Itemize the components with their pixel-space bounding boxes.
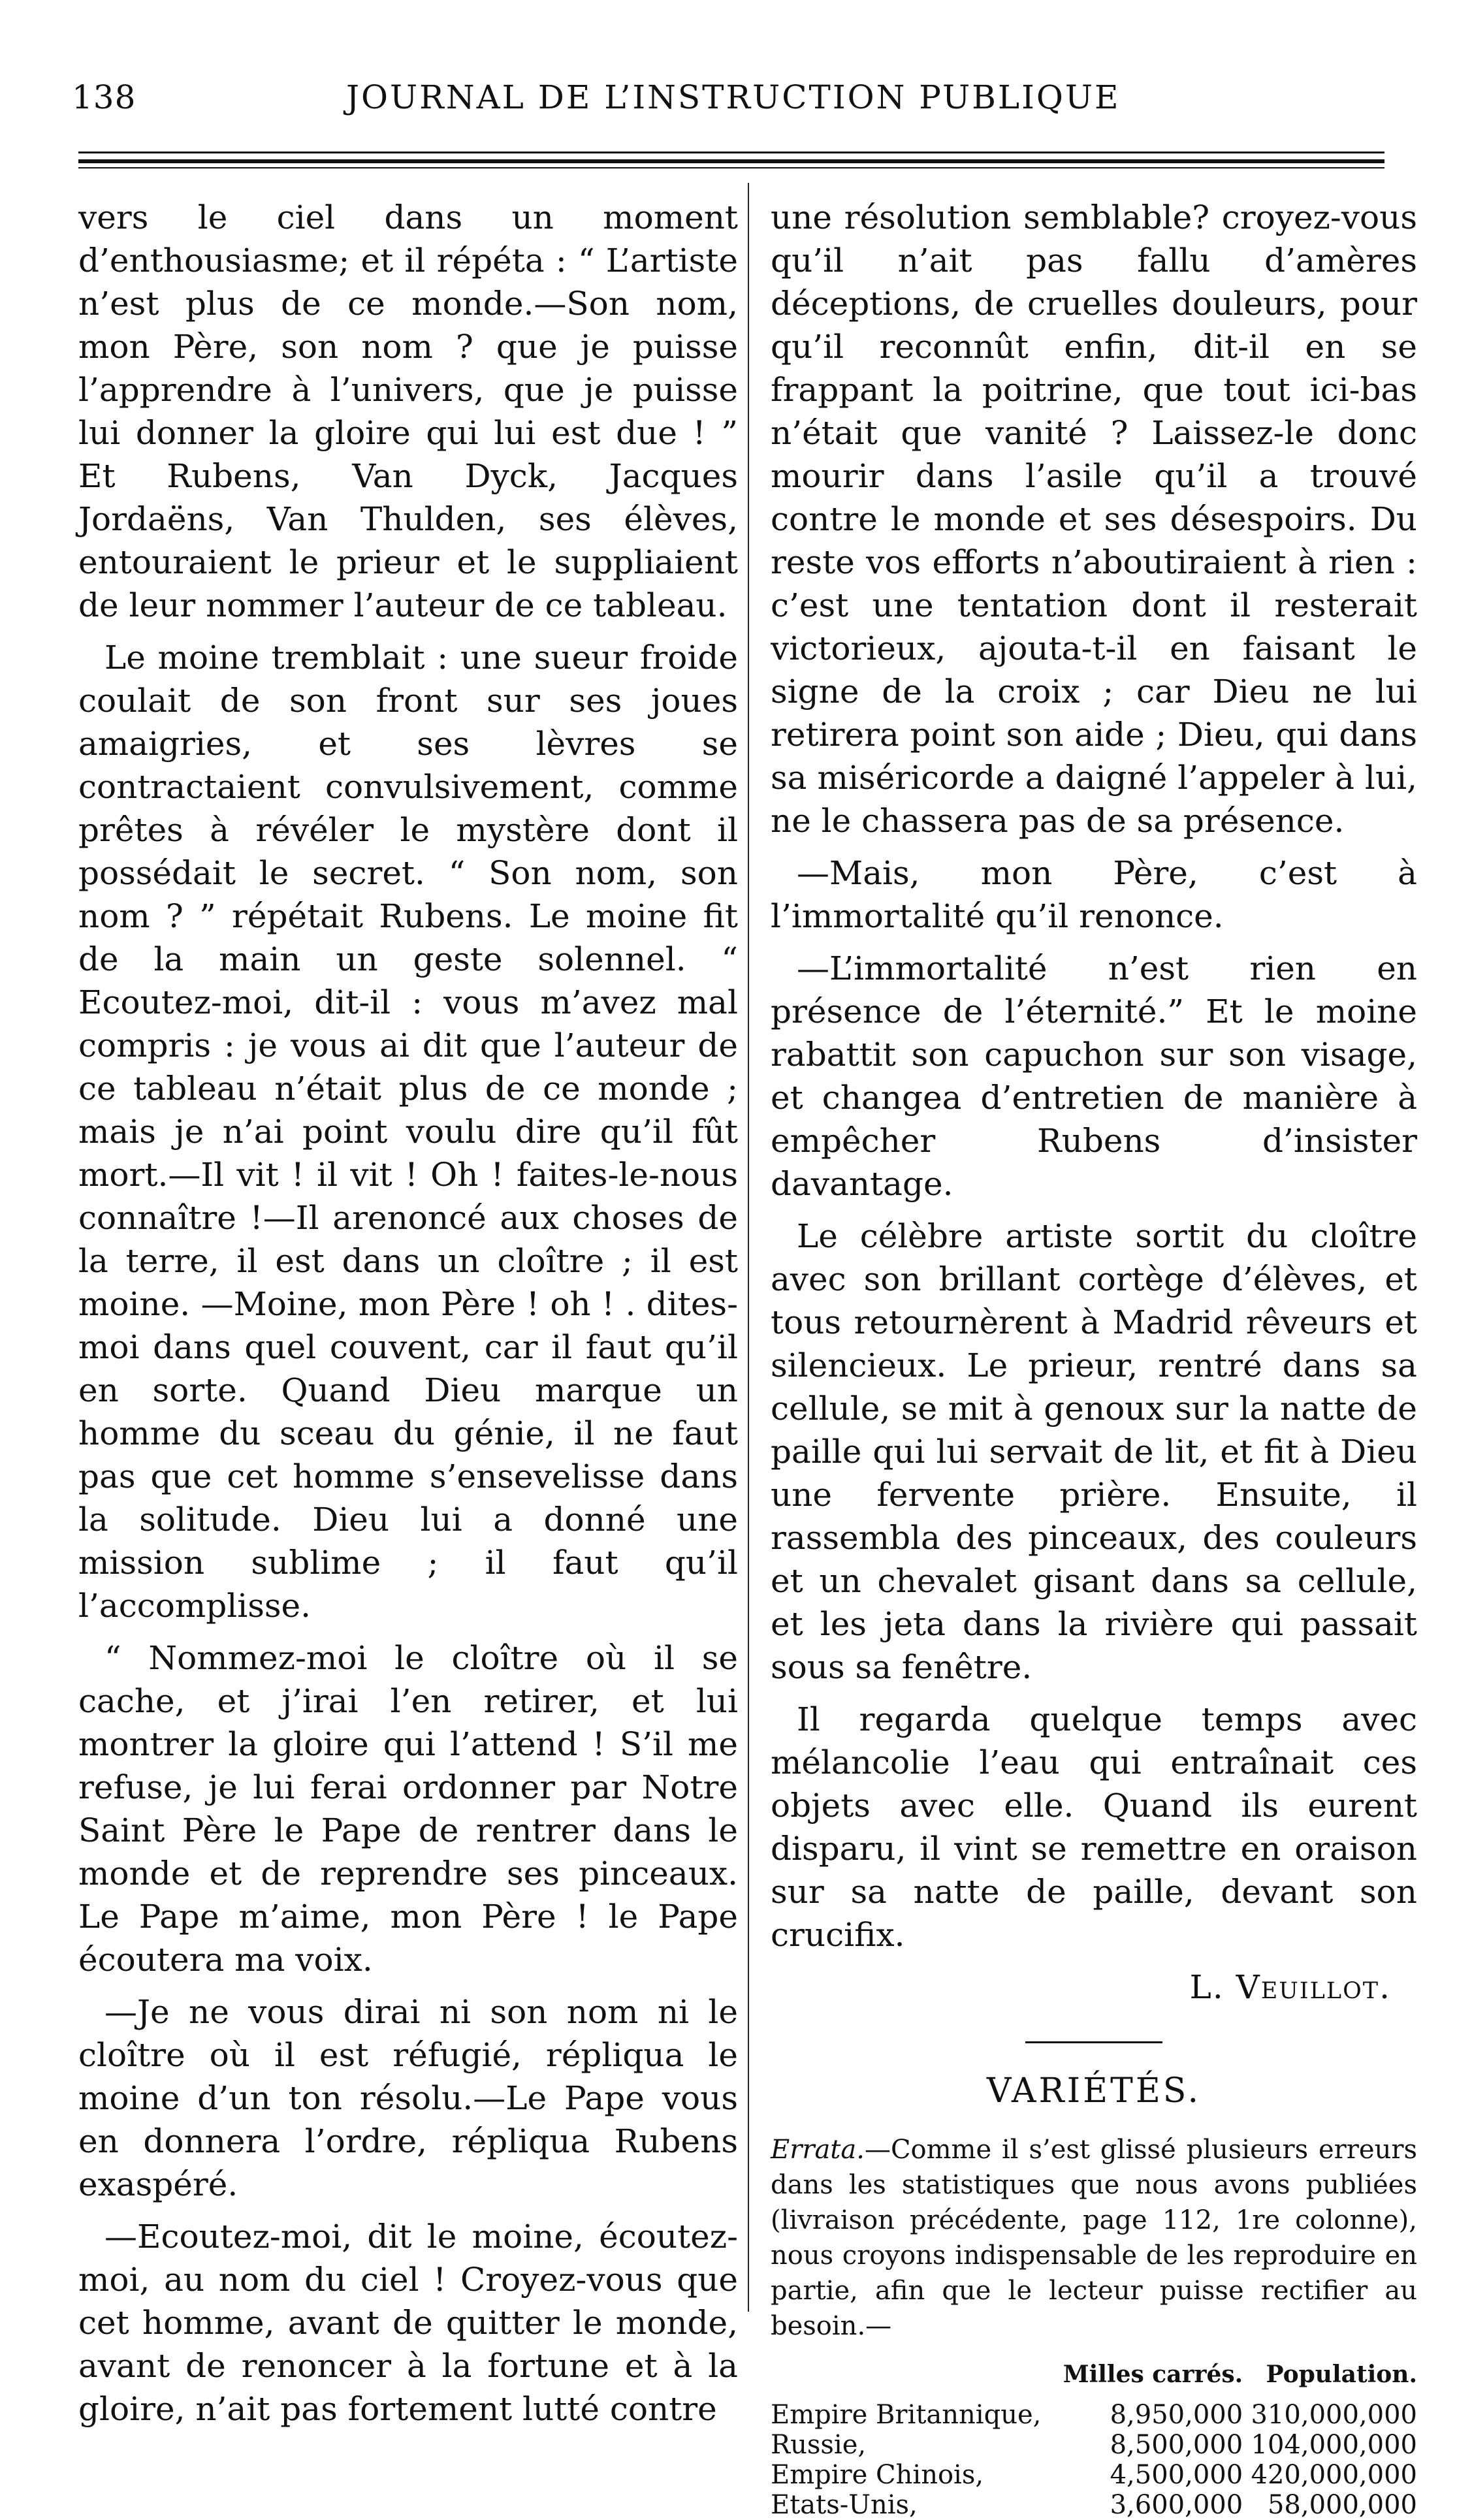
table-cell: 3,600,000 [1110, 2490, 1243, 2520]
page-number: 138 [72, 78, 136, 116]
table-row [771, 2460, 1417, 2490]
table-cell: 8,950,000 [1110, 2400, 1243, 2430]
header-rule [78, 152, 1384, 153]
table-cell: 104,000,000 [1251, 2430, 1417, 2460]
errata-label: Errata. [771, 2135, 865, 2165]
header-rule-thick [78, 159, 1384, 163]
table-header-row [771, 2353, 1417, 2400]
table-cell: Etats-Unis, [771, 2490, 918, 2520]
table-cell: 8,500,000 [1110, 2430, 1243, 2460]
table-cell: Empire Britannique, [771, 2400, 1042, 2430]
table-row [771, 2490, 1417, 2520]
paragraph: vers le ciel dans un moment d’enthousiasme; et il répéta : “ L’artiste n’est plus de ce monde.—Son nom, mon Père, son nom ? que je puisse l’apprendre à l’univers, que je puisse lui donner la gloire qui lui est due ! ” Et Rubens, Van Dyck, Jacques Jordaëns, Van Thulden, ses élèves, entouraient le prieur et le suppliaient de leur nommer l’auteur de ce tableau. [78, 199, 738, 624]
paragraph: “ Nommez-moi le cloître où il se cache, et j’irai l’en retirer, et lui montrer la gloire qui l’attend ! S’il me refuse, je lui ferai ordonner par Notre Saint Père le Pape de rentrer dans le monde et de reprendre ses pinceaux. Le Pape m’aime, mon Père ! le Pape écoutera ma voix. [78, 1639, 738, 1979]
right-column [771, 196, 1417, 2520]
table-cell: 310,000,000 [1251, 2400, 1417, 2430]
left-column [78, 196, 738, 2440]
table-row [771, 2430, 1417, 2460]
paragraph: Le moine tremblait : une sueur froide coulait de son front sur ses joues amaigries, et ses lèvres se contractaient convulsivement, comme prêtes à révéler le mystère dont il possédait le secret. “ Son nom, son nom ? ” répétait Rubens. Le moine fit de la main un geste solennel. “ Ecoutez-moi, dit-il : vous m’avez mal compris : je vous ai dit que l’auteur de ce tableau n’était plus de ce monde ; mais je n’ai point voulu dire qu’il fût mort.—Il vit ! il vit ! Oh ! faites-le-nous connaître !—Il arenoncé aux choses de la terre, il est dans un cloître ; il est moine. —Moine, mon Père ! oh ! . dites-moi dans quel couvent, car il faut qu’il en sorte. Quand Dieu marque un homme du sceau du génie, il ne faut pas que cet homme s’ensevelisse dans la solitude. Dieu lui a donné une mission sublime ; il faut qu’il l’accomplisse. [78, 639, 738, 1625]
paragraph: Il regarda quelque temps avec mélancolie l’eau qui entraînait ces objets avec elle. Quand ils eurent disparu, il vint se remettre en oraison sur sa natte de paille, devant son crucifix. [771, 1700, 1417, 1954]
table-header: Milles carrés. [1063, 2361, 1243, 2388]
table-header: Population. [1266, 2361, 1417, 2388]
section-separator [1025, 2041, 1162, 2043]
paragraph: Le célèbre artiste sortit du cloître avec son brillant cortège d’élèves, et tous retournèrent à Madrid rêveurs et silencieux. Le prieur, rentré dans sa cellule, se mit à genoux sur la natte de paille qui lui servait de lit, et fit à Dieu une fervente prière. Ensuite, il rassembla des pinceaux, des couleurs et un chevalet gisant dans sa cellule, et les jeta dans la rivière qui passait sous sa fenêtre. [771, 1217, 1417, 1686]
table-cell: Empire Chinois, [771, 2460, 984, 2490]
author-signature: L. Veuillot. [1189, 1968, 1391, 2006]
errata-text: —Comme il s’est glissé plusieurs erreurs dans les statistiques que nous avons publiées (livraison précédente, page 112, 1re colonne), nous croyons indispensable de les reproduire en partie, afin que le lecteur puisse rectifier au besoin.— [771, 2135, 1417, 2341]
journal-title: JOURNAL DE L’INSTRUCTION PUBLIQUE [346, 78, 1121, 116]
errata-paragraph [771, 2132, 1417, 2344]
table-cell: 4,500,000 [1110, 2460, 1243, 2490]
header-rule-lower [78, 167, 1384, 168]
paragraph: —Ecoutez-moi, dit le moine, écoutez-moi, au nom du ciel ! Croyez-vous que cet homme, avant de quitter le monde, avant de renoncer à la fortune et à la gloire, n’ait pas fortement lutté contre [78, 2218, 738, 2428]
column-divider [748, 183, 749, 2312]
paragraph: une résolution semblable? croyez-vous qu’il n’ait pas fallu d’amères déceptions, de cruelles douleurs, pour qu’il reconnût enfin, dit-il en se frappant la poitrine, que tout ici-bas n’était que vanité ? Laissez-le donc mourir dans l’asile qu’il a trouvé contre le monde et ses désespoirs. Du reste vos efforts n’aboutiraient à rien : c’est une tentation dont il resterait victorieux, ajouta-t-il en faisant le signe de la croix ; car Dieu ne lui retirera point son aide ; Dieu, qui dans sa miséricorde a daigné l’appeler à lui, ne le chassera pas de sa présence. [771, 199, 1417, 840]
section-title: VARIÉTÉS. [986, 2071, 1202, 2111]
table-cell: 420,000,000 [1251, 2460, 1417, 2490]
page-header [46, 78, 1384, 137]
table-cell: 58,000,000 [1267, 2490, 1417, 2520]
table-row [771, 2400, 1417, 2430]
paragraph: —Je ne vous dirai ni son nom ni le cloître où il est réfugié, répliqua le moine d’un ton résolu.—Le Pape vous en donnera l’ordre, répliqua Rubens exaspéré. [78, 1993, 738, 2203]
paragraph: —Mais, mon Père, c’est à l’immortalité qu’il renonce. [771, 854, 1417, 935]
table-header [771, 2353, 1054, 2400]
table-cell: Russie, [771, 2430, 867, 2460]
paragraph: —L’immortalité n’est rien en présence de l’éternité.” Et le moine rabattit son capuchon sur son visage, et changea d’entretien de manière à empêcher Rubens d’insister davantage. [771, 949, 1417, 1203]
statistics-table [771, 2353, 1417, 2520]
